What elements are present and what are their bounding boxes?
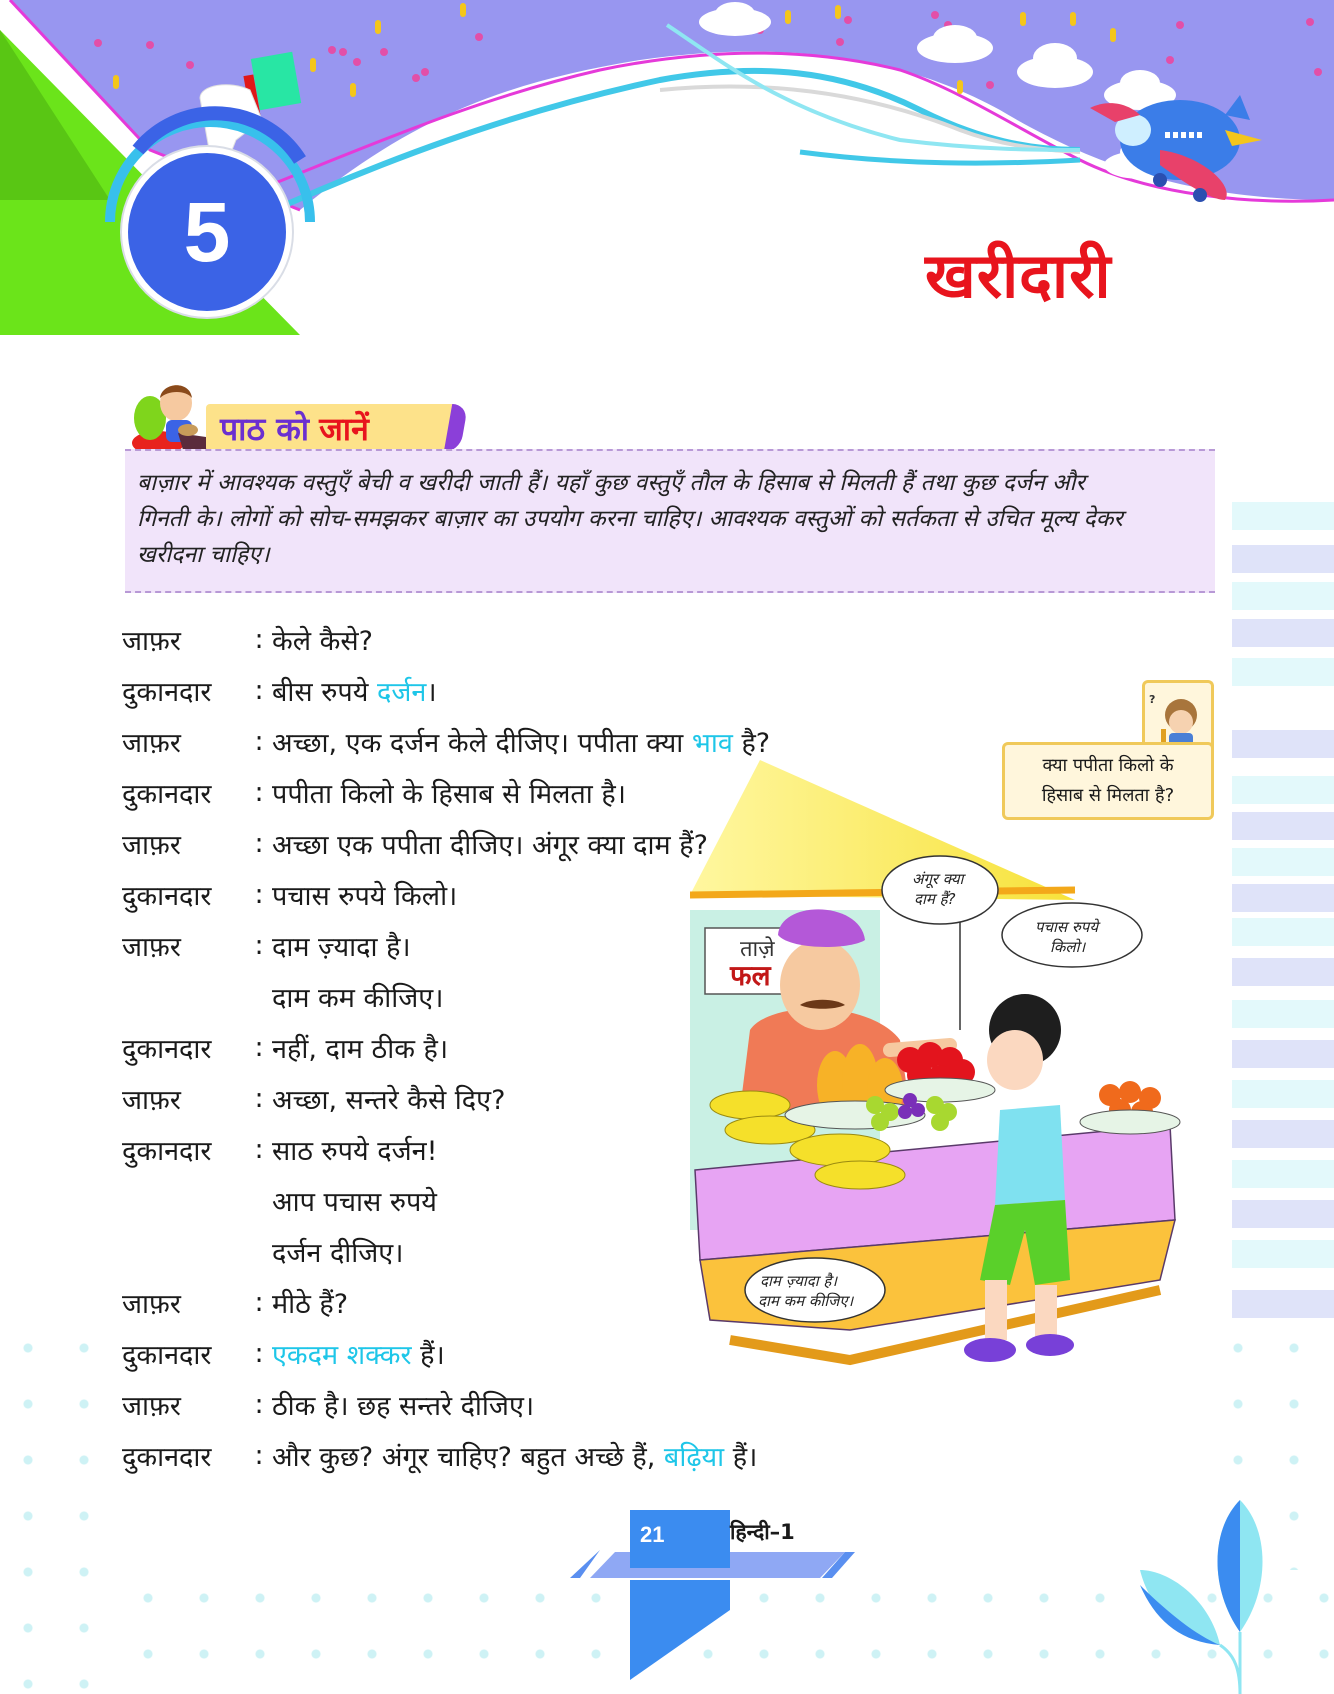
speaker-name: दुकानदार xyxy=(122,779,212,810)
speaker-name: दुकानदार xyxy=(122,1136,212,1167)
dialogue-line xyxy=(122,665,982,716)
dialogue-line-continuation xyxy=(122,1175,982,1226)
dialogue-line xyxy=(122,869,982,920)
thinking-note xyxy=(1002,680,1214,820)
decorative-stripe xyxy=(1232,812,1334,840)
speech-text: पपीता किलो के हिसाब से मिलता है। xyxy=(272,779,626,810)
decorative-stripe xyxy=(1232,545,1334,573)
speaker-name: दुकानदार xyxy=(122,677,212,708)
colon: : xyxy=(254,1389,264,1420)
speech-text: साठ रुपये दर्जन! xyxy=(272,1136,438,1167)
speech-text: केले कैसे? xyxy=(272,626,373,657)
speaker-name: जाफ़र xyxy=(122,728,181,759)
speaker-name: दुकानदार xyxy=(122,881,212,912)
note-line: हिसाब से मिलता है? xyxy=(1041,785,1175,806)
svg-text:?: ? xyxy=(1149,693,1156,706)
highlight-word: एकदम शक्कर xyxy=(272,1340,412,1371)
section-title-part2: जानें xyxy=(319,409,369,448)
decorative-stripe xyxy=(1232,1080,1334,1108)
colon: : xyxy=(254,726,264,757)
speech-text: आप पचास रुपये xyxy=(272,1187,437,1218)
speech-text: बीस रुपये दर्जन। xyxy=(272,677,437,708)
dialogue-line xyxy=(122,920,982,971)
decorative-stripe xyxy=(1232,1160,1334,1188)
colon: : xyxy=(254,1083,264,1114)
speech-text: अच्छा, एक दर्जन केले दीजिए। पपीता क्या भाव है? xyxy=(272,728,771,759)
decorative-stripe xyxy=(1232,1200,1334,1228)
decorative-stripe xyxy=(1232,918,1334,946)
colon: : xyxy=(254,879,264,910)
decorative-stripe xyxy=(1232,502,1334,530)
decorative-stripe xyxy=(1232,1120,1334,1148)
speech-text: पचास रुपये किलो। xyxy=(272,881,458,912)
dialogue-line xyxy=(122,767,982,818)
dialogue-line xyxy=(122,1277,982,1328)
section-title-pill xyxy=(206,404,454,452)
speaker-name: जाफ़र xyxy=(122,1289,181,1320)
bubble-text: अंगूर क्या xyxy=(912,870,964,888)
thinking-kid-icon xyxy=(1147,689,1205,747)
colon: : xyxy=(254,624,264,655)
bubble-text: किलो। xyxy=(1050,938,1086,956)
dialogue-line xyxy=(122,1073,982,1124)
dialogue-line xyxy=(122,1022,982,1073)
dialogue-line-continuation xyxy=(122,1226,982,1277)
colon: : xyxy=(254,1287,264,1318)
sign-text-2: फल xyxy=(730,959,771,992)
speech-text: दाम कम कीजिए। xyxy=(272,983,444,1014)
note-line: क्या पपीता किलो के xyxy=(1042,755,1174,776)
colon: : xyxy=(254,828,264,859)
speech-text: एकदम शक्कर हैं। xyxy=(272,1340,445,1371)
colon: : xyxy=(254,930,264,961)
book-title: हिन्दी–1 xyxy=(730,1520,795,1544)
section-label xyxy=(128,378,458,454)
speaker-name: जाफ़र xyxy=(122,932,181,963)
colon: : xyxy=(254,1032,264,1063)
speech-text: नहीं, दाम ठीक है। xyxy=(272,1034,449,1065)
decorative-stripe xyxy=(1232,619,1334,647)
dialogue-line xyxy=(122,1328,982,1379)
highlight-word: दर्जन xyxy=(376,677,427,708)
note-body xyxy=(1002,742,1214,820)
page-number-ribbon xyxy=(560,1510,860,1680)
colon: : xyxy=(254,1440,264,1471)
decorative-stripe xyxy=(1232,776,1334,804)
decorative-stripe xyxy=(1232,1240,1334,1268)
colon: : xyxy=(254,777,264,808)
decorative-stripe xyxy=(1232,582,1334,610)
decorative-stripe xyxy=(1232,730,1334,758)
dot-pattern xyxy=(0,1320,120,1694)
speech-text: मीठे हैं? xyxy=(272,1289,349,1320)
section-title-part1: पाठ को xyxy=(220,409,310,448)
bubble-text: पचास रुपये xyxy=(1035,918,1099,936)
speech-text: दर्जन दीजिए। xyxy=(272,1238,404,1269)
bubble-text: दाम कम कीजिए। xyxy=(758,1292,854,1310)
decorative-stripe xyxy=(1232,1040,1334,1068)
bubble-text: दाम हैं? xyxy=(914,890,956,908)
intro-line: बाज़ार में आवश्यक वस्तुएँ बेची व खरीदी जाती हैं। यहाँ कुछ वस्तुएँ तौल के हिसाब से मिलती हैं तथा कुछ दर्जन और xyxy=(137,470,1085,496)
speech-text: अच्छा एक पपीता दीजिए। अंगूर क्या दाम हैं? xyxy=(272,830,708,861)
chapter-number-badge xyxy=(122,147,292,317)
note-tab xyxy=(1142,680,1214,750)
dialogue-line xyxy=(122,1430,982,1481)
speech-text: अच्छा, सन्तरे कैसे दिए? xyxy=(272,1085,506,1116)
speech-text: ठीक है। छह सन्तरे दीजिए। xyxy=(272,1391,535,1422)
dialogue-line xyxy=(122,716,982,767)
colon: : xyxy=(254,1338,264,1369)
decorative-stripe xyxy=(1232,848,1334,876)
speaker-name: दुकानदार xyxy=(122,1340,212,1371)
dialogue-line xyxy=(122,1379,982,1430)
intro-line: गिनती के। लोगों को सोच-समझकर बाज़ार का उपयोग करना चाहिए। आवश्यक वस्तुओं को सर्तकता से उचित मूल्य देकर xyxy=(137,506,1123,532)
dialogue xyxy=(122,614,982,1481)
speech-text: और कुछ? अंगूर चाहिए? बहुत अच्छे हैं, बढ़िया हैं। xyxy=(272,1442,758,1473)
highlight-word: भाव xyxy=(691,728,733,759)
decorative-stripe xyxy=(1232,958,1334,986)
chapter-title: खरीदारी xyxy=(925,239,1112,312)
decorative-stripe xyxy=(1232,884,1334,912)
colon: : xyxy=(254,675,264,706)
bubble-text: दाम ज़्यादा है। xyxy=(760,1272,838,1290)
speaker-name: जाफ़र xyxy=(122,626,181,657)
page-number: 21 xyxy=(640,1522,665,1547)
speaker-name: जाफ़र xyxy=(122,1085,181,1116)
highlight-word: बढ़िया xyxy=(663,1442,725,1473)
decorative-stripe xyxy=(1232,1000,1334,1028)
sign-text-1: ताज़े xyxy=(740,937,775,962)
speech-text: दाम ज़्यादा है। xyxy=(272,932,411,963)
dialogue-line-continuation xyxy=(122,971,982,1022)
speaker-name: जाफ़र xyxy=(122,1391,181,1422)
colon: : xyxy=(254,1134,264,1165)
decorative-stripe xyxy=(1232,658,1334,686)
intro-line: खरीदना चाहिए। xyxy=(137,542,270,568)
speaker-name: दुकानदार xyxy=(122,1034,212,1065)
dialogue-line xyxy=(122,614,982,665)
intro-box xyxy=(125,449,1215,593)
header-banner xyxy=(0,0,1334,340)
chapter-number: 5 xyxy=(183,185,231,279)
speaker-name: दुकानदार xyxy=(122,1442,212,1473)
decorative-stripe xyxy=(1232,1290,1334,1318)
dialogue-line xyxy=(122,818,982,869)
leaf-decoration-icon xyxy=(1140,1460,1290,1694)
speaker-name: जाफ़र xyxy=(122,830,181,861)
dialogue-line xyxy=(122,1124,982,1175)
